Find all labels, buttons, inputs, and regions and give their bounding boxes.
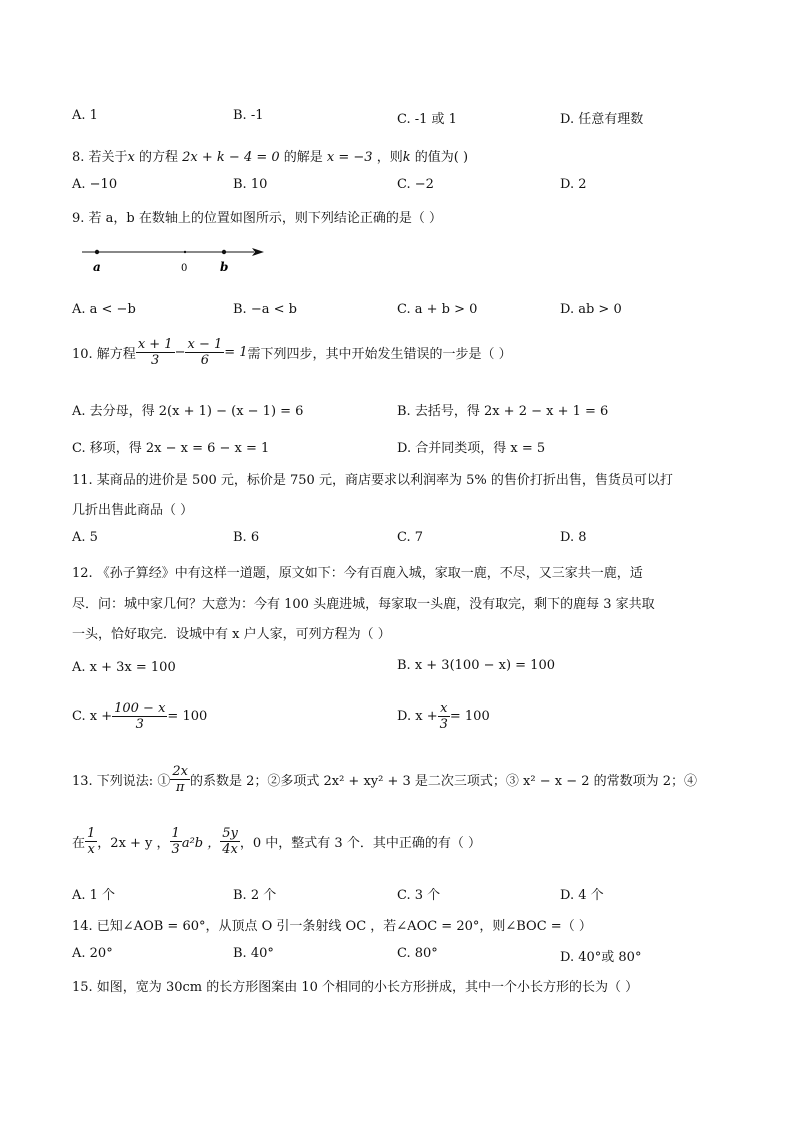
- q9-stem: 9. 若 a，b 在数轴上的位置如图所示，则下列结论正确的是（ ）: [72, 211, 443, 226]
- label-a: a: [93, 260, 101, 274]
- q14-option-d: D. 40°或 80°: [560, 950, 642, 965]
- q13-stem-line2: 在 $\frac{1}{x}$ ，2x + y ， $\frac{1}{3}$ a²b ， $\frac{5y}{4x}$ ，0 中，整式有 3 个．其中正确的有（ ）: [72, 826, 481, 857]
- label-zero: 0: [181, 263, 188, 274]
- q11-stem-line1: 11. 某商品的进价是 500 元，标价是 750 元，商店要求以利润率为 5% 的售价打折出售，售货员可以打: [72, 473, 673, 488]
- q14-option-b: B. 40°: [233, 946, 274, 961]
- q12-option-c-fraction: $\frac{100 - x}{3}$: [114, 701, 166, 732]
- q8-stem: 8. 若关于x 的方程 2x + k − 4 = 0 的解是 x = −3 ，则k 的值为( ): [72, 150, 469, 165]
- q11-option-d: D. 8: [560, 530, 587, 545]
- q12-stem-line1: 12. 《孙子算经》中有这样一道题，原文如下：今有百鹿入城，家取一鹿，不尽，又三家共一鹿，适: [72, 566, 643, 581]
- q13-fraction-1-x: $\frac{1}{x}$: [87, 826, 96, 857]
- number-line-figure: [78, 240, 268, 276]
- q13-option-d: D. 4 个: [560, 888, 604, 903]
- q10-stem: 10. 解方程 $\frac{x + 1}{3}$ − $\frac{x - 1}{6}$ = 1需下列四步，其中开始发生错误的一步是（ ）: [72, 337, 512, 368]
- q13-fraction-1-3: $\frac{1}{3}$: [171, 826, 180, 857]
- q13-option-a: A. 1 个: [72, 888, 116, 903]
- q9-option-b: B. −a < b: [233, 302, 297, 317]
- q12-option-a: A. x + 3x = 100: [72, 660, 176, 675]
- q14-option-a: A. 20°: [72, 946, 113, 961]
- point-origin: [184, 251, 186, 253]
- q15-stem: 15. 如图，宽为 30cm 的长方形图案由 10 个相同的小长方形拼成，其中一个小长方形的长为（ ）: [72, 980, 639, 995]
- q11-option-c: C. 7: [397, 530, 424, 545]
- q10-option-c: C. 移项，得 2x − x = 6 − x = 1: [72, 441, 270, 456]
- point-b: [222, 250, 226, 254]
- q11-stem-line2: 几折出售此商品（ ）: [72, 503, 194, 518]
- q13-option-c: C. 3 个: [397, 888, 441, 903]
- q10-fraction-2: $\frac{x - 1}{6}$: [187, 337, 223, 368]
- q12-option-c: C. x + $\frac{100 - x}{3}$ = 100: [72, 701, 208, 732]
- q10-option-a: A. 去分母，得 2(x + 1) − (x − 1) = 6: [72, 404, 304, 419]
- label-b: b: [220, 260, 229, 274]
- q8-option-a: A. −10: [72, 177, 118, 192]
- q10-fraction-1: $\frac{x + 1}{3}$: [137, 337, 173, 368]
- q7-option-a: A. 1: [72, 108, 98, 123]
- q9-option-a: A. a < −b: [72, 302, 136, 317]
- q11-option-a: A. 5: [72, 530, 98, 545]
- q10-option-b: B. 去括号，得 2x + 2 − x + 1 = 6: [397, 404, 609, 419]
- q14-stem: 14. 已知∠AOB = 60°，从顶点 O 引一条射线 OC ，若∠AOC = 20°，则∠BOC =（ ）: [72, 919, 592, 934]
- q13-stem-line1: 13. 下列说法: ① $\frac{2x}{\pi}$ 的系数是 2；②多项式 2x² + xy² + 3 是二次三项式；③ x² − x − 2 的常数项为 2；④: [72, 764, 698, 795]
- q9-option-c: C. a + b > 0: [397, 302, 478, 317]
- q7-option-c: C. -1 或 1: [397, 112, 457, 127]
- q12-option-d-fraction: $\frac{x}{3}$: [439, 701, 448, 732]
- q13-option-b: B. 2 个: [233, 888, 277, 903]
- q12-stem-line2: 尽．问：城中家几何？大意为：今有 100 头鹿进城，每家取一头鹿，没有取完，剩下的鹿每 3 家共取: [72, 597, 655, 612]
- q7-option-d: D. 任意有理数: [560, 112, 644, 127]
- q13-fraction-5y-4x: $\frac{5y}{4x}$: [222, 826, 238, 857]
- q14-option-c: C. 80°: [397, 946, 438, 961]
- q9-option-d: D. ab > 0: [560, 302, 622, 317]
- q12-option-d: D. x + $\frac{x}{3}$ = 100: [397, 701, 490, 732]
- q13-fraction-2x-pi: $\frac{2x}{\pi}$: [172, 764, 188, 795]
- q8-option-d: D. 2: [560, 177, 587, 192]
- q11-option-b: B. 6: [233, 530, 260, 545]
- q8-option-b: B. 10: [233, 177, 268, 192]
- q12-option-b: B. x + 3(100 − x) = 100: [397, 658, 555, 673]
- q8-option-c: C. −2: [397, 177, 434, 192]
- q7-option-b: B. -1: [233, 108, 264, 123]
- q10-option-d: D. 合并同类项，得 x = 5: [397, 441, 546, 456]
- point-a: [95, 250, 99, 254]
- q12-stem-line3: 一头，恰好取完．设城中有 x 户人家，可列方程为（ ）: [72, 627, 391, 642]
